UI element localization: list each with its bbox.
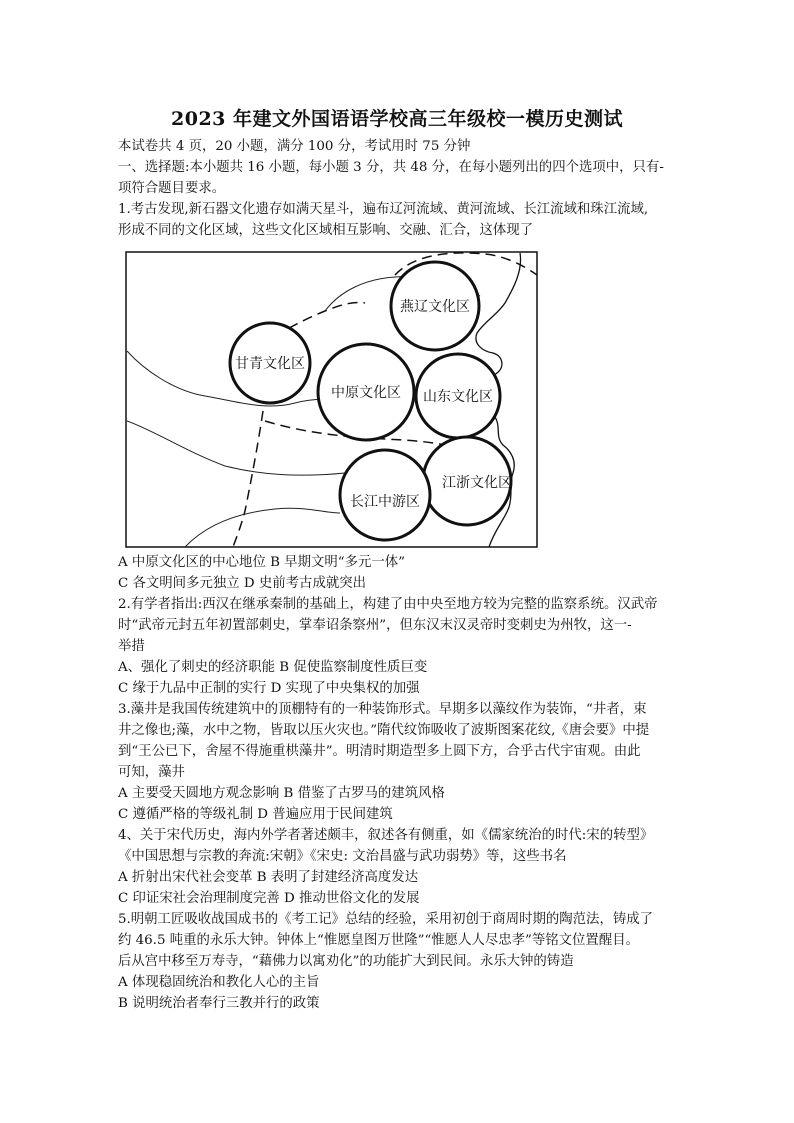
q3-option-line-1: A 主要受天圆地方观念影响 B 借鉴了古罗马的建筑风格 bbox=[118, 786, 445, 801]
section-heading-line-1: 一、选择题:本小题共 16 小题，每小题 3 分，共 48 分，在每小题列出的四个选项中，只有- bbox=[118, 160, 664, 175]
q2-stem-line-1: 2.有学者指出:西汉在继承秦制的基础上，构建了由中央至地方较为完整的监察系统。汉武帝 bbox=[118, 597, 658, 612]
q5-stem-line-3: 后从宫中移至万寿寺，“藉佛力以寓劝化”的功能扩大到民间。永乐大钟的铸造 bbox=[118, 954, 574, 969]
q3-stem-line-4: 可知，藻井 bbox=[118, 765, 185, 780]
q2-stem-line-3: 举措 bbox=[118, 639, 145, 654]
q2-stem-line-2: 时“武帝元封五年初置部刺史，掌奉诏条察州”，但东汉末汉灵帝时变刺史为州牧，这一- bbox=[118, 618, 632, 633]
region-label-zhongyuan: 中原文化区 bbox=[331, 385, 401, 401]
region-label-yanliao: 燕辽文化区 bbox=[400, 299, 470, 315]
region-label-jiangzhe: 江浙文化区 bbox=[442, 475, 512, 491]
q5-option-line-2: B 说明统治者奉行三教并行的政策 bbox=[118, 996, 320, 1011]
q5-option-line-1: A 体现稳固统治和教化人心的主旨 bbox=[118, 975, 320, 990]
q4-option-line-2: C 印证宋社会治理制度完善 D 推动世俗文化的发展 bbox=[118, 891, 420, 906]
q5-stem-line-1: 5.明朝工匠吸收战国成书的《考工记》总结的经验，采用初创于商周时期的陶范法，铸成了 bbox=[118, 912, 654, 927]
q3-option-line-2: C 遵循严格的等级礼制 D 普遍应用于民间建筑 bbox=[118, 807, 393, 822]
q4-stem-line-1: 4、关于宋代历史，海内外学者著述颇丰，叙述各有侧重，如《儒家统治的时代:宋的转型》 bbox=[118, 828, 654, 843]
section-heading-line-2: 项符合题目要求。 bbox=[118, 181, 226, 196]
q4-stem-line-2: 《中国思想与宗教的奔流:宋朝》《宋史: 文治昌盛与武功弱势》等，这些书名 bbox=[118, 849, 567, 864]
q2-option-line-2: C 缘于九品中正制的实行 D 实现了中央集权的加强 bbox=[118, 681, 420, 696]
region-label-ganqing: 甘青文化区 bbox=[235, 356, 305, 372]
region-label-changjiang: 长江中游区 bbox=[350, 494, 420, 510]
q5-stem-line-2: 约 46.5 吨重的永乐大钟。钟体上“惟愿皇图万世隆”“惟愿人人尽忠孝”等铭文位置醒目。 bbox=[118, 933, 639, 948]
exam-intro: 本试卷共 4 页，20 小题，满分 100 分，考试用时 75 分钟 bbox=[118, 139, 471, 154]
culture-region-map bbox=[125, 251, 538, 548]
q2-option-line-1: A、强化了刺史的经济职能 B 促使监察制度性质巨变 bbox=[118, 660, 428, 675]
q1-option-line-1: A 中原文化区的中心地位 B 早期文明“多元一体” bbox=[118, 555, 406, 570]
q3-stem-line-3: 到“王公已下，舍屋不得施重栱藻井”。明清时期造型多上圆下方，合乎古代宇宙观。由此 bbox=[118, 744, 641, 759]
page-title: 2023 年建文外国语语学校高三年级校一模历史测试 bbox=[171, 108, 623, 130]
q3-stem-line-1: 3.藻井是我国传统建筑中的顶棚特有的一种装饰形式。早期多以藻纹作为装饰，“井者，束 bbox=[118, 702, 647, 717]
q4-option-line-1: A 折射出宋代社会变革 B 表明了封建经济高度发达 bbox=[118, 870, 419, 885]
q1-option-line-2: C 各文明间多元独立 D 史前考古成就突出 bbox=[118, 576, 366, 591]
q3-stem-line-2: 井之像也;藻，水中之物，皆取以压火灾也。”隋代纹饰吸收了波斯图案花纹,《唐会要》中提 bbox=[118, 723, 650, 738]
q1-stem-line-2: 形成不同的文化区域，这些文化区域相互影响、交融、汇合，这体现了 bbox=[118, 223, 534, 238]
region-label-shandong: 山东文化区 bbox=[423, 389, 493, 405]
q1-stem-line-1: 1.考古发现,新石器文化遗存如满天星斗，遍布辽河流域、黄河流域、长江流域和珠江流域, bbox=[118, 202, 649, 217]
